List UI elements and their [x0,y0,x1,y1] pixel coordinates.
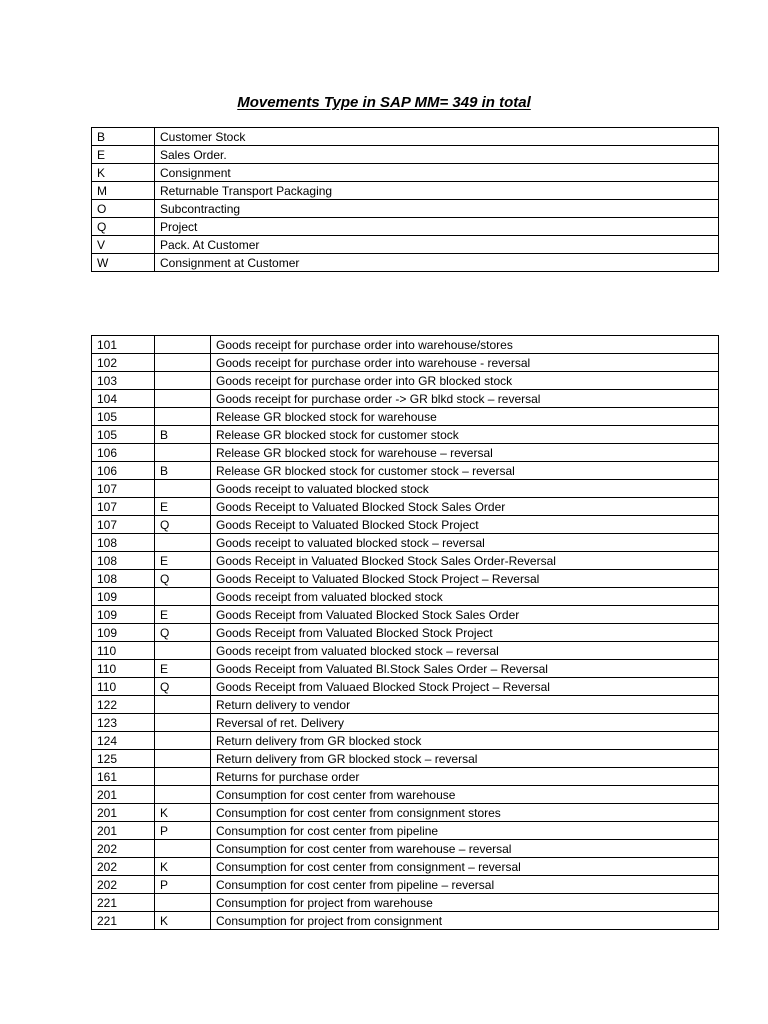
table-row [92,516,719,534]
page-title-text: Movements Type in SAP MM= 349 in total [237,94,531,111]
legend-row [92,164,719,182]
special-stock-indicator [155,372,211,390]
movement-type-code: 107 [92,516,155,534]
table-row [92,408,719,426]
special-stock-indicator [155,336,211,354]
table-row [92,822,719,840]
legend-row [92,182,719,200]
movement-type-code: 104 [92,390,155,408]
special-stock-indicator: P [155,876,211,894]
movement-types-table [91,335,719,930]
special-stock-indicator [155,444,211,462]
table-row [92,480,719,498]
movement-description: Goods Receipt from Valuated Blocked Stock Project [211,624,719,642]
special-stock-indicator [155,786,211,804]
legend-code: B [92,128,155,146]
table-row [92,372,719,390]
movement-type-code: 106 [92,462,155,480]
movement-description: Goods Receipt to Valuated Blocked Stock Sales Order [211,498,719,516]
movement-description: Goods receipt to valuated blocked stock – reversal [211,534,719,552]
legend-description: Sales Order. [155,146,719,164]
legend-code: Q [92,218,155,236]
movement-type-code: 109 [92,606,155,624]
table-row [92,660,719,678]
movement-description: Goods receipt for purchase order into warehouse - reversal [211,354,719,372]
movement-description: Goods receipt for purchase order into warehouse/stores [211,336,719,354]
movement-description: Consumption for cost center from warehouse – reversal [211,840,719,858]
special-stock-indicator [155,714,211,732]
special-stock-indicator [155,354,211,372]
movement-type-code: 107 [92,480,155,498]
movement-description: Goods receipt for purchase order -> GR blkd stock – reversal [211,390,719,408]
movement-description: Consumption for cost center from pipeline – reversal [211,876,719,894]
movement-type-code: 108 [92,552,155,570]
special-stock-indicator [155,768,211,786]
table-row [92,858,719,876]
special-stock-indicator [155,894,211,912]
special-stock-indicator: E [155,606,211,624]
movement-description: Release GR blocked stock for customer stock – reversal [211,462,719,480]
movement-description: Goods receipt from valuated blocked stock [211,588,719,606]
movement-description: Goods Receipt to Valuated Blocked Stock Project – Reversal [211,570,719,588]
movement-description: Goods Receipt from Valuated Blocked Stock Sales Order [211,606,719,624]
movement-type-code: 109 [92,588,155,606]
special-stock-indicator: K [155,858,211,876]
movement-description: Goods Receipt from Valuaed Blocked Stock Project – Reversal [211,678,719,696]
movement-description: Goods receipt for purchase order into GR blocked stock [211,372,719,390]
movement-description: Consumption for project from warehouse [211,894,719,912]
special-stock-indicator: Q [155,678,211,696]
special-stock-indicator: B [155,426,211,444]
special-stock-legend-body [92,128,719,272]
table-row [92,894,719,912]
special-stock-indicator: Q [155,624,211,642]
table-row [92,876,719,894]
movement-type-code: 221 [92,912,155,930]
table-row [92,714,719,732]
special-stock-indicator: B [155,462,211,480]
movement-description: Goods Receipt from Valuated Bl.Stock Sales Order – Reversal [211,660,719,678]
legend-description: Project [155,218,719,236]
special-stock-indicator [155,588,211,606]
legend-description: Subcontracting [155,200,719,218]
movement-type-code: 109 [92,624,155,642]
table-row [92,426,719,444]
table-row [92,912,719,930]
movement-type-code: 202 [92,840,155,858]
movement-description: Consumption for cost center from warehouse [211,786,719,804]
movement-type-code: 201 [92,786,155,804]
page-title [0,94,768,111]
movement-description: Release GR blocked stock for warehouse [211,408,719,426]
movement-type-code: 110 [92,642,155,660]
special-stock-indicator [155,840,211,858]
legend-code: M [92,182,155,200]
table-row [92,570,719,588]
table-row [92,552,719,570]
legend-code: V [92,236,155,254]
movement-description: Return delivery from GR blocked stock – reversal [211,750,719,768]
movement-type-code: 110 [92,678,155,696]
movement-type-code: 102 [92,354,155,372]
legend-description: Pack. At Customer [155,236,719,254]
special-stock-indicator [155,696,211,714]
special-stock-indicator: P [155,822,211,840]
table-row [92,462,719,480]
special-stock-indicator [155,750,211,768]
movement-type-code: 221 [92,894,155,912]
table-row [92,588,719,606]
table-row [92,336,719,354]
movement-description: Release GR blocked stock for warehouse – reversal [211,444,719,462]
legend-row [92,146,719,164]
legend-row [92,218,719,236]
movement-type-code: 202 [92,876,155,894]
legend-code: K [92,164,155,182]
movement-type-code: 108 [92,534,155,552]
special-stock-indicator [155,642,211,660]
table-row [92,642,719,660]
table-row [92,624,719,642]
table-row [92,606,719,624]
special-stock-indicator: E [155,660,211,678]
movement-type-code: 103 [92,372,155,390]
special-stock-indicator: K [155,804,211,822]
table-row [92,786,719,804]
movement-type-code: 106 [92,444,155,462]
special-stock-indicator: E [155,498,211,516]
legend-row [92,200,719,218]
legend-code: E [92,146,155,164]
special-stock-indicator: E [155,552,211,570]
table-row [92,498,719,516]
special-stock-legend-table [91,127,719,272]
table-row [92,804,719,822]
special-stock-indicator [155,390,211,408]
movement-type-code: 161 [92,768,155,786]
movement-type-code: 202 [92,858,155,876]
movement-description: Return delivery to vendor [211,696,719,714]
movement-type-code: 108 [92,570,155,588]
movement-type-code: 107 [92,498,155,516]
special-stock-indicator [155,732,211,750]
movement-description: Goods receipt to valuated blocked stock [211,480,719,498]
movement-type-code: 105 [92,426,155,444]
movement-description: Goods Receipt to Valuated Blocked Stock Project [211,516,719,534]
table-row [92,534,719,552]
movement-type-code: 101 [92,336,155,354]
table-row [92,840,719,858]
movement-description: Goods receipt from valuated blocked stock – reversal [211,642,719,660]
movement-type-code: 105 [92,408,155,426]
legend-code: O [92,200,155,218]
special-stock-indicator: Q [155,516,211,534]
special-stock-indicator: Q [155,570,211,588]
movement-type-code: 122 [92,696,155,714]
movement-description: Consumption for cost center from consignment stores [211,804,719,822]
legend-row [92,236,719,254]
movement-types-body [92,336,719,930]
movement-type-code: 110 [92,660,155,678]
special-stock-indicator [155,534,211,552]
movement-description: Consumption for project from consignment [211,912,719,930]
movement-description: Reversal of ret. Delivery [211,714,719,732]
table-row [92,354,719,372]
movement-type-code: 201 [92,822,155,840]
legend-description: Consignment [155,164,719,182]
movement-description: Consumption for cost center from consignment – reversal [211,858,719,876]
movement-description: Return delivery from GR blocked stock [211,732,719,750]
legend-row [92,128,719,146]
movement-description: Returns for purchase order [211,768,719,786]
legend-row [92,254,719,272]
movement-type-code: 125 [92,750,155,768]
table-row [92,678,719,696]
table-row [92,696,719,714]
movement-type-code: 123 [92,714,155,732]
movement-description: Release GR blocked stock for customer stock [211,426,719,444]
legend-description: Returnable Transport Packaging [155,182,719,200]
movement-type-code: 201 [92,804,155,822]
legend-description: Customer Stock [155,128,719,146]
movement-description: Consumption for cost center from pipeline [211,822,719,840]
table-row [92,390,719,408]
table-row [92,750,719,768]
legend-description: Consignment at Customer [155,254,719,272]
table-row [92,732,719,750]
special-stock-indicator: K [155,912,211,930]
table-row [92,768,719,786]
movement-description: Goods Receipt in Valuated Blocked Stock Sales Order-Reversal [211,552,719,570]
legend-code: W [92,254,155,272]
special-stock-indicator [155,408,211,426]
special-stock-indicator [155,480,211,498]
table-row [92,444,719,462]
movement-type-code: 124 [92,732,155,750]
